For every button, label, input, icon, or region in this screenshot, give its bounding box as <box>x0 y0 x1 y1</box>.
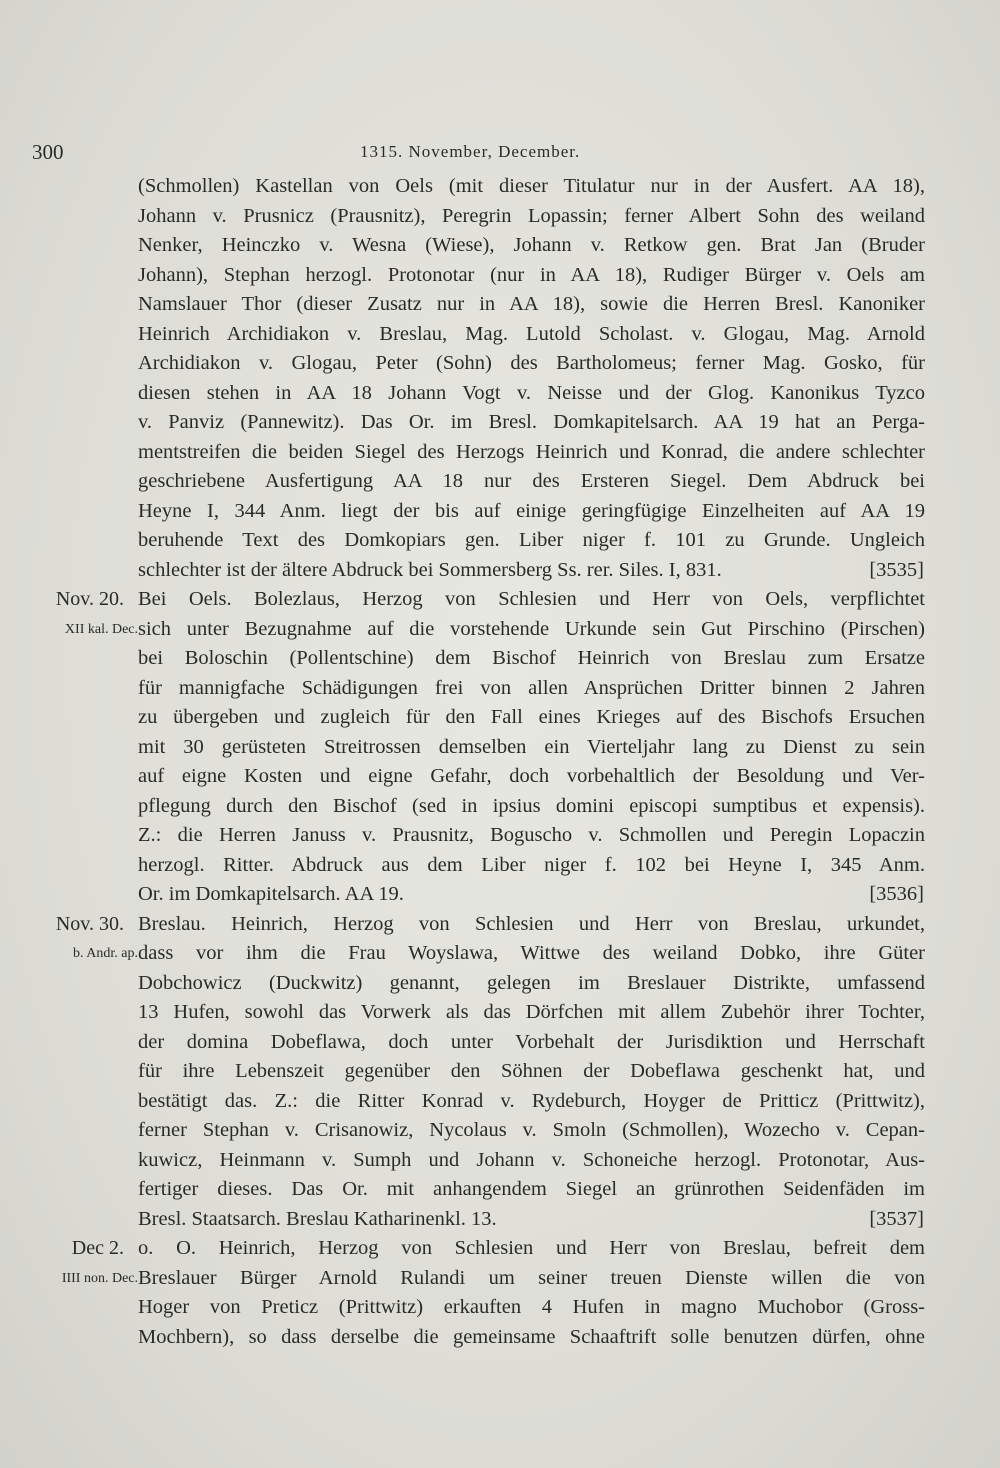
line-text: beruhende Text des Domkopiars gen. Liber niger f. 101 zu Grunde. Ungleich <box>138 529 925 551</box>
line-text: zu übergeben und zugleich für den Fall eines Krieges auf des Bischofs Ersuchen <box>138 706 925 728</box>
line-text: fertiger dieses. Das Or. mit anhangendem Siegel an grünrothen Seidenfäden im <box>138 1178 925 1200</box>
line-text: pflegung durch den Bischof (sed in ipsius domini episcopi sumptibus et expensis). <box>138 794 925 817</box>
text-line <box>0 526 1000 556</box>
line-text: Dobchowicz (Duckwitz) genannt, gelegen im Breslauer Distrikte, umfassend <box>138 971 925 994</box>
text-line <box>0 644 1000 674</box>
text-line <box>0 674 1000 704</box>
document-number: [3537] <box>869 1207 924 1230</box>
line-text: geschriebene Ausfertigung AA 18 nur des Ersteren Siegel. Dem Abdruck bei <box>138 470 925 492</box>
text-line <box>0 467 1000 497</box>
line-text: ferner Stephan v. Crisanowiz, Nycolaus v. Smoln (Schmollen), Wozecho v. Cepan- <box>138 1119 925 1141</box>
text-line <box>0 556 1000 586</box>
page-number: 300 <box>32 140 64 164</box>
text-line <box>0 1293 1000 1323</box>
line-text: Bei Oels. Bolezlaus, Herzog von Schlesien und Herr von Oels, verpflichtet <box>138 588 925 610</box>
text-line <box>0 969 1000 999</box>
line-text: Hoger von Preticz (Prittwitz) erkauften 4 Hufen in magno Muchobor (Gross- <box>138 1296 925 1318</box>
text-line <box>0 290 1000 320</box>
text-line <box>0 1057 1000 1087</box>
line-text: mit 30 gerüsteten Streitrossen demselben ein Vierteljahr lang zu Dienst zu sein <box>138 735 925 758</box>
text-line <box>0 821 1000 851</box>
text-line <box>0 851 1000 881</box>
line-text: herzogl. Ritter. Abdruck aus dem Liber niger f. 102 bei Heyne I, 345 Anm. <box>138 853 925 876</box>
running-title: 1315. November, December. <box>360 142 581 161</box>
text-line <box>0 172 1000 202</box>
text-line <box>0 1146 1000 1176</box>
line-text: auf eigne Kosten und eigne Gefahr, doch vorbehaltlich der Besoldung und Ver- <box>138 765 925 787</box>
text-line <box>0 1087 1000 1117</box>
line-text: v. Panviz (Pannewitz). Das Or. im Bresl. Domkapitelsarch. AA 19 hat an Perga- <box>138 411 925 433</box>
text-line <box>0 1175 1000 1205</box>
line-text: Archidiakon v. Glogau, Peter (Sohn) des Bartholomeus; ferner Mag. Gosko, für <box>138 352 925 374</box>
text-line <box>0 379 1000 409</box>
text-line <box>0 1323 1000 1353</box>
text-line <box>0 1116 1000 1146</box>
margin-date-roman: XII kal. Dec. <box>64 621 138 637</box>
line-text: sich unter Bezugnahme auf die vorstehende Urkunde sein Gut Pirschino (Pirschen) <box>138 617 925 640</box>
text-line <box>0 1264 1000 1294</box>
margin-date-roman: IIII non. Dec. <box>61 1270 138 1286</box>
text-line <box>0 261 1000 291</box>
text-line <box>0 320 1000 350</box>
text-line <box>0 585 1000 615</box>
margin-date-roman: b. Andr. ap. <box>73 946 138 961</box>
document-number: [3536] <box>869 883 924 905</box>
text-line <box>0 408 1000 438</box>
line-text: Breslauer Bürger Arnold Rulandi um seiner treuen Dienste willen die von <box>138 1266 925 1289</box>
document-number: [3535] <box>869 558 924 581</box>
page-header <box>0 140 1000 166</box>
margin-date: Nov. 30. <box>55 912 124 935</box>
line-text: Johann v. Prusnicz (Prausnitz), Peregrin Lopassin; ferner Albert Sohn des weiland <box>138 204 925 227</box>
line-text: bestätigt das. Z.: die Ritter Konrad v. Rydeburch, Hoyger de Pritticz (Prittwitz), <box>138 1089 925 1112</box>
line-text: der domina Dobeflawa, doch unter Vorbehalt der Jurisdiktion und Herrschaft <box>138 1030 925 1053</box>
line-text: schlechter ist der ältere Abdruck bei Sommersberg Ss. rer. Siles. I, 831. <box>138 558 722 581</box>
text-line <box>0 231 1000 261</box>
line-text: für mannigfache Schädigungen frei von allen Ansprüchen Dritter binnen 2 Jahren <box>138 676 925 699</box>
line-text: Johann), Stephan herzogl. Protonotar (nur in AA 18), Rudiger Bürger v. Oels am <box>138 263 925 286</box>
line-text: o. O. Heinrich, Herzog von Schlesien und Herr von Breslau, befreit dem <box>138 1237 925 1259</box>
text-line <box>0 438 1000 468</box>
text-line <box>0 349 1000 379</box>
margin-date: Dec 2. <box>71 1237 124 1259</box>
text-line <box>0 1205 1000 1235</box>
text-line <box>0 939 1000 969</box>
line-text: Breslau. Heinrich, Herzog von Schlesien und Herr von Breslau, urkundet, <box>138 912 925 935</box>
text-line <box>0 703 1000 733</box>
text-line <box>0 910 1000 940</box>
text-line <box>0 792 1000 822</box>
text-line <box>0 615 1000 645</box>
text-line <box>0 1028 1000 1058</box>
line-text: kuwicz, Heinmann v. Sumph und Johann v. Schoneiche herzogl. Protonotar, Aus- <box>138 1148 925 1171</box>
line-text: Mochbern), so dass derselbe die gemeinsame Schaaftrift solle benutzen dürfen, ohne <box>138 1325 925 1348</box>
text-line <box>0 762 1000 792</box>
text-line <box>0 1234 1000 1264</box>
line-text: mentstreifen die beiden Siegel des Herzogs Heinrich und Konrad, die andere schlechter <box>138 440 925 463</box>
line-text: 13 Hufen, sowohl das Vorwerk als das Dörfchen mit allem Zubehör ihrer Tochter, <box>138 1001 925 1023</box>
line-text: (Schmollen) Kastellan von Oels (mit dieser Titulatur nur in der Ausfert. AA 18), <box>138 175 925 197</box>
text-line <box>0 880 1000 910</box>
line-text: Namslauer Thor (dieser Zusatz nur in AA 18), sowie die Herren Bresl. Kanoniker <box>138 293 925 315</box>
line-text: Heyne I, 344 Anm. liegt der bis auf einige geringfügige Einzelheiten auf AA 19 <box>138 499 925 522</box>
line-text: Z.: die Herren Januss v. Prausnitz, Boguscho v. Schmollen und Peregin Lopaczin <box>138 824 925 846</box>
line-text: dass vor ihm die Frau Woyslawa, Wittwe des weiland Dobko, ihre Güter <box>138 942 925 964</box>
line-text: Nenker, Heinczko v. Wesna (Wiese), Johann v. Retkow gen. Brat Jan (Bruder <box>138 234 925 256</box>
line-text: Or. im Domkapitelsarch. AA 19. <box>138 883 404 905</box>
line-text: bei Boloschin (Pollentschine) dem Bischof Heinrich von Breslau zum Ersatze <box>138 647 925 669</box>
body-text <box>0 172 1000 1352</box>
line-text: für ihre Lebenszeit gegenüber den Söhnen der Dobeflawa geschenkt hat, und <box>138 1060 925 1082</box>
text-line <box>0 998 1000 1028</box>
text-line <box>0 202 1000 232</box>
text-line <box>0 497 1000 527</box>
margin-date: Nov. 20. <box>55 588 124 610</box>
line-text: Heinrich Archidiakon v. Breslau, Mag. Lutold Scholast. v. Glogau, Mag. Arnold <box>138 322 925 345</box>
text-line <box>0 733 1000 763</box>
line-text: Bresl. Staatsarch. Breslau Katharinenkl. 13. <box>138 1207 497 1230</box>
line-text: diesen stehen in AA 18 Johann Vogt v. Neisse und der Glog. Kanonikus Tyzco <box>138 381 925 404</box>
